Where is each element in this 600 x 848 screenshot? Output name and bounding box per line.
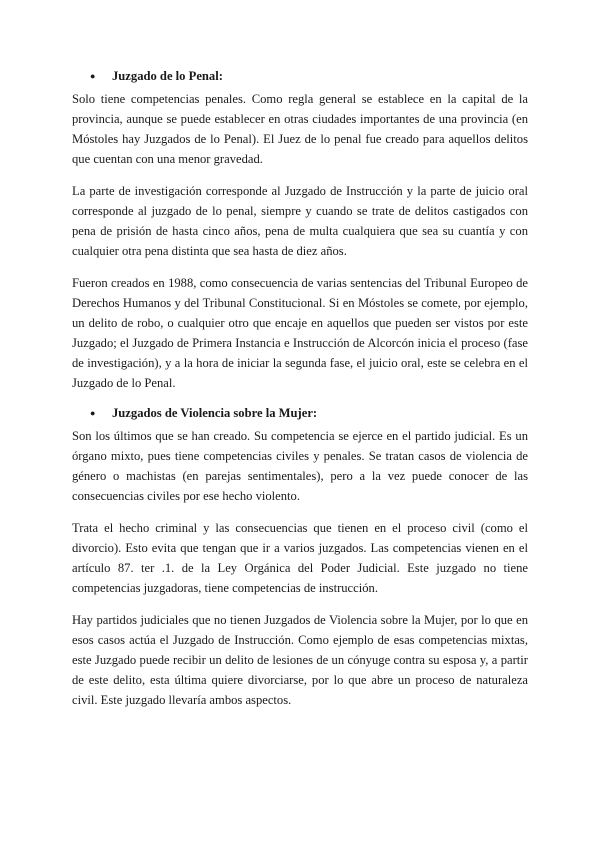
bullet-icon: ●: [90, 408, 96, 418]
bullet-icon: ●: [90, 71, 96, 81]
section-heading-text: Juzgado de lo Penal:: [112, 69, 223, 83]
paragraph: Hay partidos judiciales que no tienen Juzgados de Violencia sobre la Mujer, por lo que en esos casos actúa el Juzgado de Instrucción. Como ejemplo de esas competencias mixtas, este Juzgado puede recibir un delito de lesiones de un cónyuge contra su esposa y, a partir de este delito, esta última quiere divorciarse, por lo que abre un proceso de naturaleza civil. Este juzgado llevaría ambos aspectos.: [72, 613, 528, 707]
paragraph: Fueron creados en 1988, como consecuencia de varias sentencias del Tribunal Europeo de Derechos Humanos y del Tribunal Constitucional. Si en Móstoles se comete, por ejemplo, un delito de robo, o cualquier otro que encaje en aquellos que pueden ser vistos por este Juzgado; el Juzgado de Primera Instancia e Instrucción de Alcorcón inicia el proceso (fase de investigación), y a la hora de iniciar la segunda fase, el juicio oral, este se celebra en el Juzgado de lo Penal.: [72, 276, 528, 390]
section-heading-text: Juzgados de Violencia sobre la Mujer:: [112, 406, 318, 420]
paragraph: La parte de investigación corresponde al Juzgado de Instrucción y la parte de juicio oral corresponde al juzgado de lo penal, siempre y cuando se trate de delitos castigados con pena de prisión de hasta cinco años, pena de multa cualquiera que sea su cuantía y con cualquier otra pena distinta que sea hasta de diez años.: [72, 184, 528, 258]
section-heading-violencia-mujer: [90, 403, 528, 424]
paragraph: Trata el hecho criminal y las consecuencias que tienen en el proceso civil (como el divorcio). Esto evita que tengan que ir a varios juzgados. Las competencias vienen en el artículo 87. ter .1. de la Ley Orgánica del Poder Judicial. Este juzgado no tiene competencias juzgadoras, tiene competencias de instrucción.: [72, 521, 528, 595]
section-heading-juzgado-penal: [90, 66, 528, 87]
paragraph: Solo tiene competencias penales. Como regla general se establece en la capital de la provincia, aunque se puede establecer en otras ciudades importantes de una provincia (en Móstoles hay Juzgados de lo Penal). El Juez de lo penal fue creado para aquellos delitos que cuentan con una menor gravedad.: [72, 92, 528, 166]
paragraph: Son los últimos que se han creado. Su competencia se ejerce en el partido judicial. Es un órgano mixto, pues tiene competencias civiles y penales. Se tratan casos de violencia de género o machistas (en parejas sentimentales), pero a la vez puede conocer de las consecuencias civiles por ese hecho violento.: [72, 429, 528, 503]
